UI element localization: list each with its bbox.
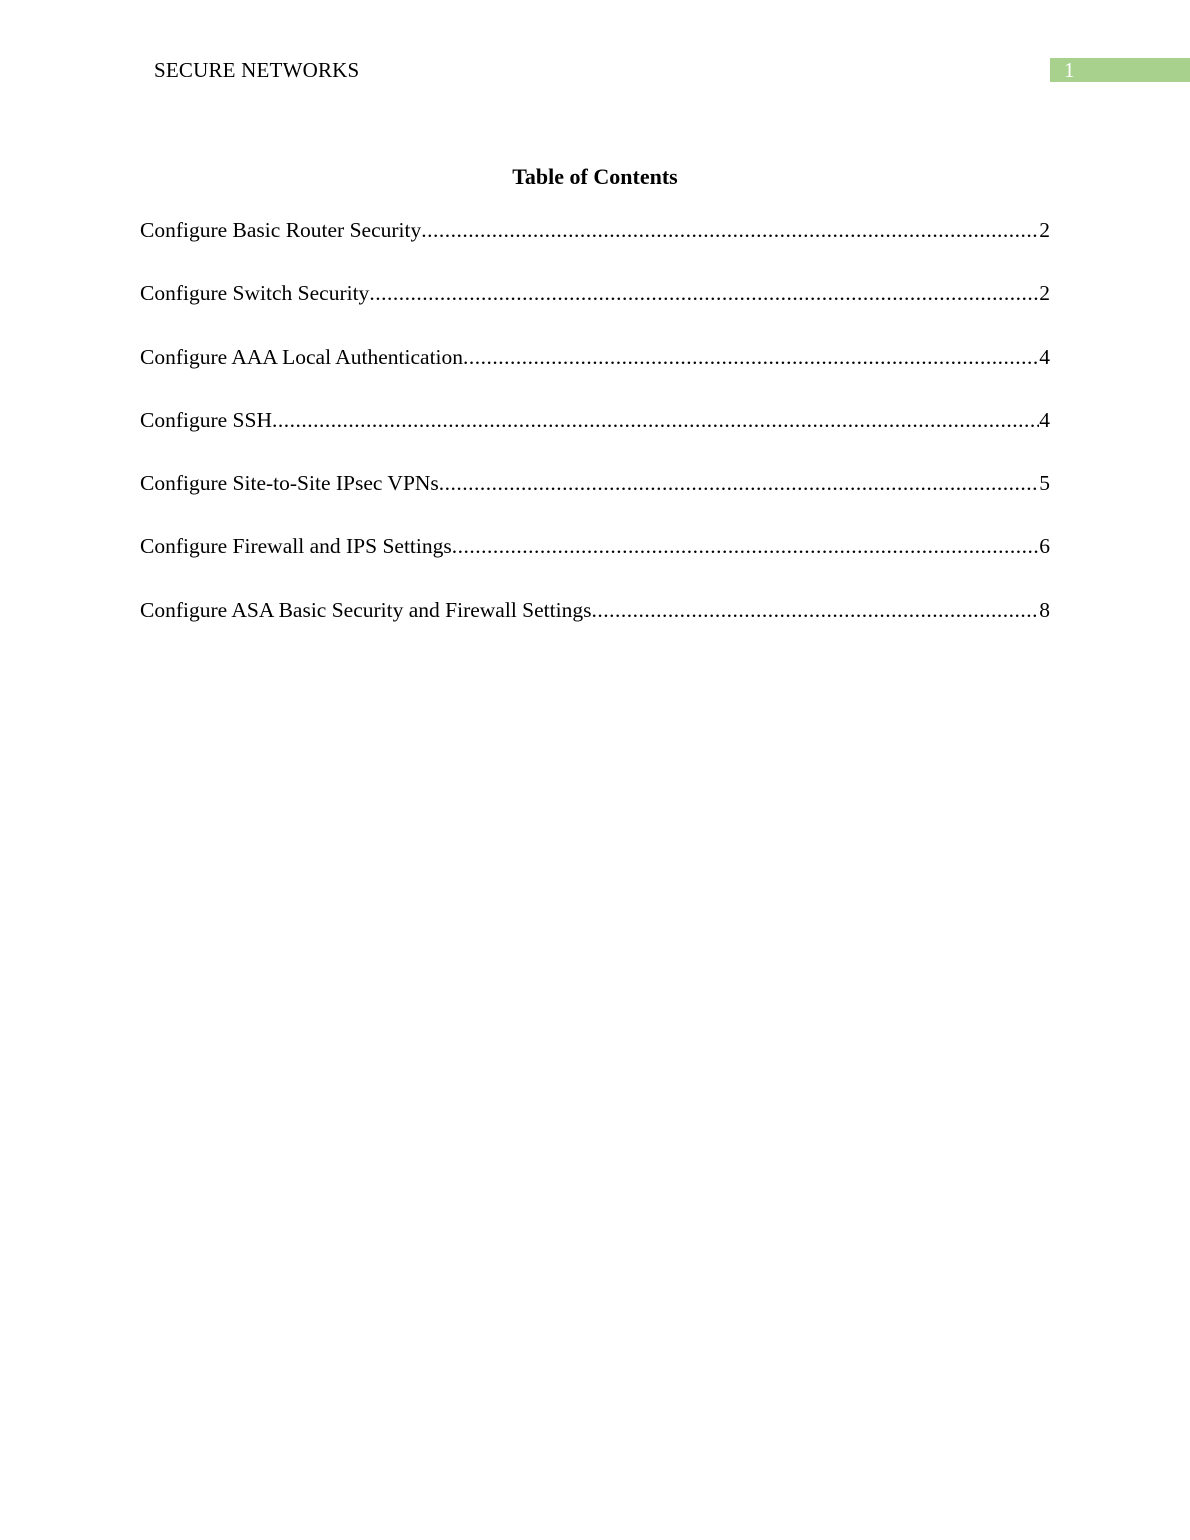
toc-entry[interactable] — [140, 216, 1050, 279]
toc-entry[interactable] — [140, 343, 1050, 406]
toc-entry-title: Configure Site-to-Site IPsec VPNs — [140, 471, 439, 496]
toc-entry-page: 5 — [1039, 471, 1050, 496]
toc-entry[interactable] — [140, 406, 1050, 469]
toc-entry[interactable] — [140, 596, 1050, 659]
toc-entry-page: 4 — [1039, 344, 1050, 369]
running-head: SECURE NETWORKS — [154, 58, 360, 82]
toc-entry-page: 4 — [1039, 407, 1050, 432]
page-number-box — [1050, 58, 1190, 82]
toc-entry-page: 2 — [1039, 281, 1050, 306]
toc-list — [140, 216, 1050, 659]
toc-dot-leader — [439, 469, 1039, 497]
toc-dot-leader — [463, 343, 1039, 371]
toc-entry-title: Configure Basic Router Security — [140, 218, 422, 242]
toc-entry[interactable] — [140, 469, 1050, 532]
page-number: 1 — [1064, 58, 1075, 82]
toc-dot-leader — [591, 596, 1039, 624]
toc-entry[interactable] — [140, 279, 1050, 342]
toc-dot-leader — [421, 216, 1039, 244]
toc-dot-leader — [452, 532, 1040, 560]
toc-title: Table of Contents — [512, 164, 678, 189]
toc-entry-title: Configure SSH — [140, 407, 272, 432]
page-header — [0, 56, 1190, 84]
toc-entry-title: Configure Switch Security — [140, 281, 370, 306]
toc-entry-page: 2 — [1039, 218, 1050, 242]
toc-entry-page: 6 — [1039, 534, 1050, 559]
toc-entry-title: Configure Firewall and IPS Settings — [140, 534, 452, 559]
toc-entry-page: 8 — [1039, 597, 1050, 622]
toc-entry[interactable] — [140, 532, 1050, 595]
toc-entry-title: Configure ASA Basic Security and Firewall Settings — [140, 597, 592, 622]
toc-dot-leader — [272, 406, 1039, 434]
toc-entry-title: Configure AAA Local Authentication — [140, 344, 464, 369]
toc-dot-leader — [369, 279, 1039, 307]
